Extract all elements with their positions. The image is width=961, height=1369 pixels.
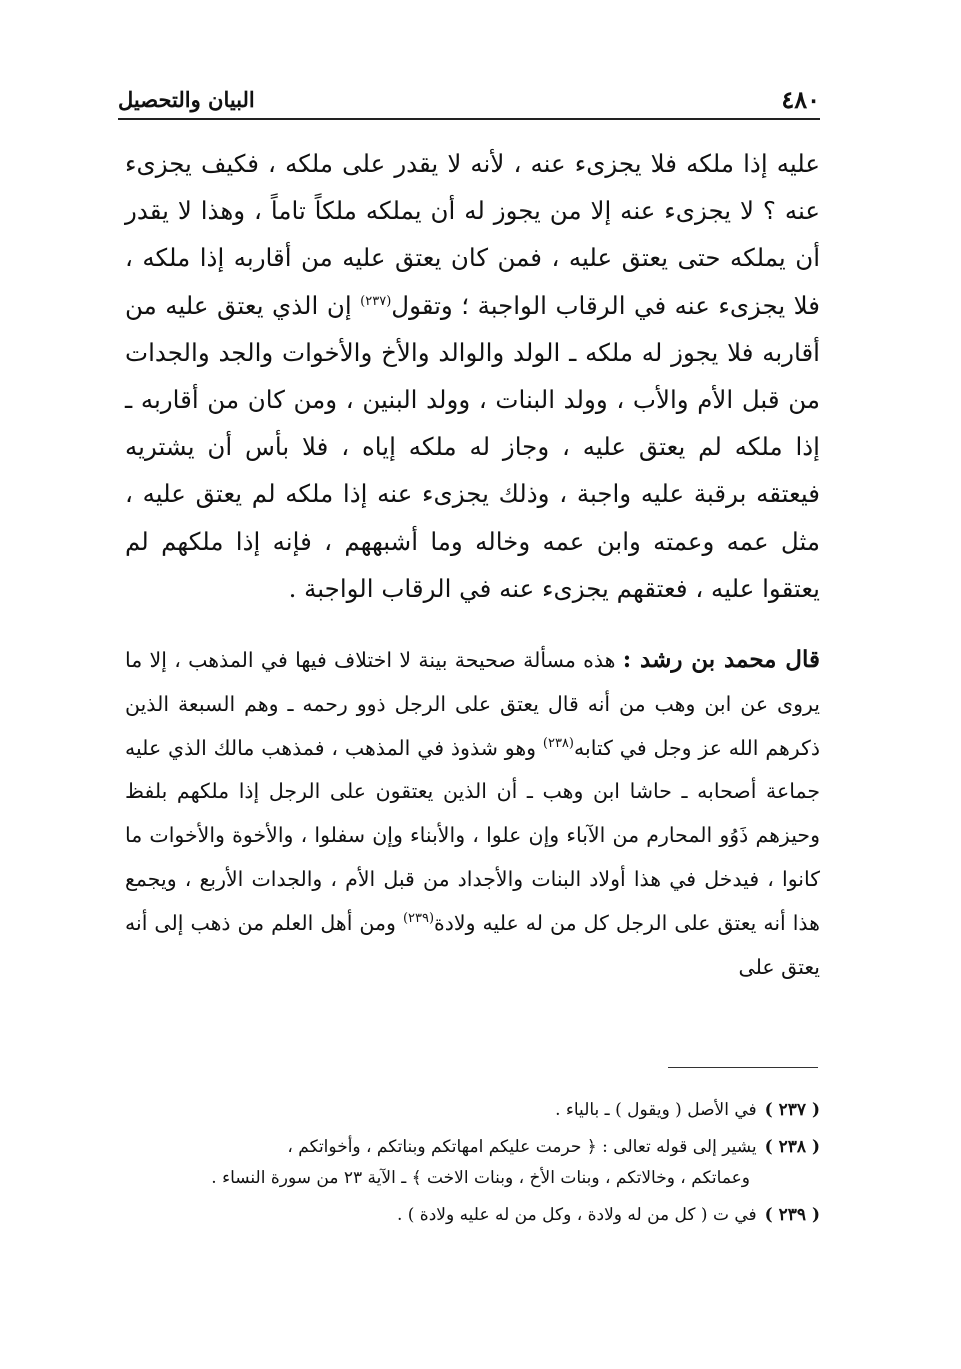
page-header: [118, 78, 820, 120]
paragraph-2-text-a: هذه مسألة صحيحة بينة لا اختلاف فيها في المذهب ، إلا ما يروى عن ابن وهب من أنه قال يعتق على الرجل ذوو رحمه ـ وهم السبعة الذين ذكرهم الله عز وجل في كتابه: [125, 648, 820, 760]
footnote-ref-238: (٢٣٨): [542, 735, 574, 751]
speaker-label: قال محمد بن رشد :: [622, 646, 820, 674]
paragraph-1-text: عليه إذا ملكه فلا يجزىء عنه ، لأنه لا يقدر على ملكه ، فكيف يجزىء عنه ؟ لا يجزىء عنه إلا من يجوز له أن يملكه ملكاً تاماً ، وهذا لا يقدر أن يملكه حتى يعتق عليه ، فمن كان يعتق عليه من أقاربه إذا ملكه ، فلا يجزىء عنه في الرقاب الواجبة ؛ وتقول: [125, 149, 821, 320]
footnote-text: في ت ( كل من له ولادة ، وكل من له عليه ولادة ) .: [396, 1205, 757, 1225]
running-title: البيان والتحصيل: [118, 87, 255, 112]
paragraph-2: [125, 638, 820, 989]
page-number: ٤٨٠: [781, 85, 820, 114]
footnote-number: ( ٢٣٨ ): [764, 1137, 820, 1157]
paragraph-2-text-c: ومن أهل العلم من ذهب إلى أنه يعتق على: [125, 910, 820, 979]
footnote-text: في الأصل ( ويقول ) ـ بالياء .: [555, 1100, 757, 1120]
paragraph-2-text-b: وهو شذوذ في المذهب ، فمذهب مالك الذي عليه جماعة أصحابه ـ حاشا ابن وهب ـ أن الذين يعتقون على الرجل إذا ملكهم بلفظ وحيزهم ذَوُو المحارم من الآباء وإن علوا ، والأبناء وإن سفلوا ، والأخوة والأخوات ما كانوا ، فيدخل في هذا أولاد البنات والأجداد من قبل الأم ، والجدات الأربع ، ويجمع هذا أنه يعتق على الرجل كل من له عليه ولادة: [125, 735, 820, 935]
footnote-text-continuation: وعماتكم ، وخالاتكم ، وبنات الأخ ، وبنات الاخت ﴾ ـ الآية ٢٣ من سورة النساء .: [211, 1168, 750, 1188]
main-text: [125, 140, 820, 989]
footnote-number: ( ٢٣٧ ): [764, 1100, 820, 1120]
footnote-divider: [668, 1067, 818, 1068]
footnote-239: [125, 1200, 820, 1231]
footnote-ref-237: (٢٣٧): [360, 293, 392, 309]
footnote-number: ( ٢٣٩ ): [764, 1205, 820, 1225]
footnote-ref-239: (٢٣٩): [402, 910, 435, 926]
footnote-238: [125, 1132, 820, 1194]
footnotes: [125, 1095, 820, 1237]
paragraph-1-continuation: إن الذي يعتق عليه من أقاربه فلا يجوز له ملكه ـ الولد والوالد والأخ والأخوات والجد والجدات من قبل الأم والأب ، وولد البنات ، وولد البنين ، ومن كان من أقاربه ـ إذا ملكه لم يعتق عليه ، وجاز له ملكه إياه ، فلا بأس أن يشتريه فيعتقه برقبة عليه واجبة ، وذلك يجزىء عنه إذا ملكه لم يعتق عليه ، مثل عمه وعمته وابن عمه وخاله وما أشبههم ، فإنه إذا ملكهم لم يعتقوا عليه ، فعتقهم يجزىء عنه في الرقاب الواجبة .: [125, 290, 820, 603]
footnote-text: يشير إلى قوله تعالى : ﴿ حرمت عليكم امهاتكم وبناتكم ، وأخواتكم ،: [287, 1137, 757, 1157]
footnote-237: [125, 1095, 820, 1126]
paragraph-1: [125, 140, 820, 612]
